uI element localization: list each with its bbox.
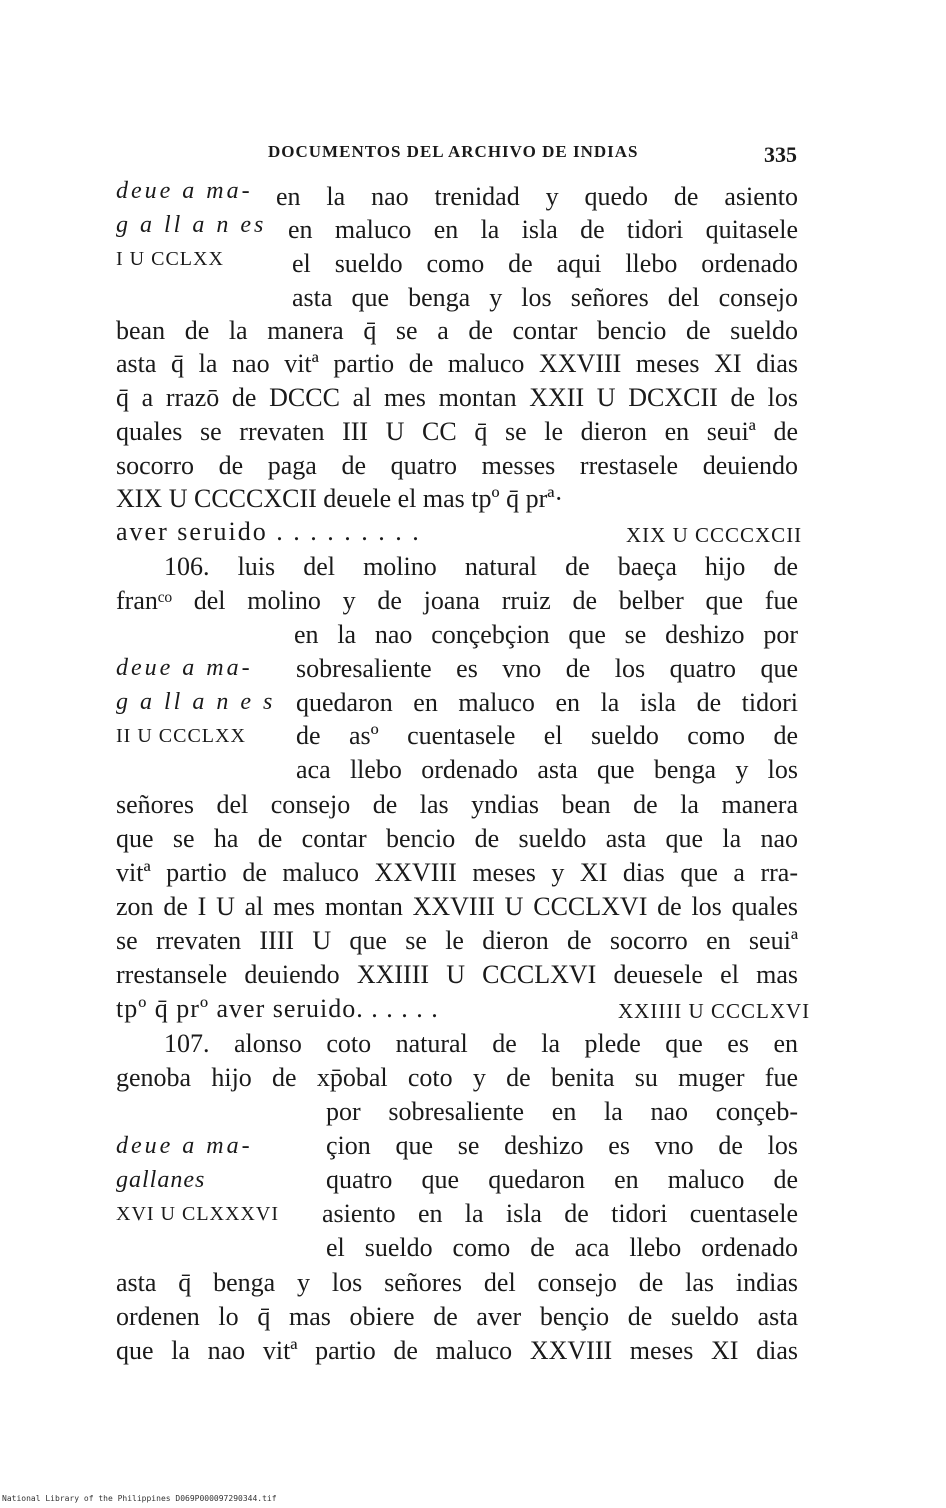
scan-footer: National Library of the Philippines D069P000097290344.tif	[2, 1494, 277, 1503]
text-line: en maluco en la isla de tidori quitasele	[288, 215, 798, 244]
margin-note: I U CCLXX	[116, 248, 224, 270]
running-header: DOCUMENTOS DEL ARCHIVO DE INDIAS	[268, 142, 639, 161]
margin-note: deue a ma-	[116, 655, 253, 681]
text-line: aver seruido . . . . . . . . .	[116, 517, 421, 546]
margin-note: XVI U CLXXXVI	[116, 1203, 279, 1225]
margin-note: deue a ma-	[116, 1133, 253, 1159]
text-line: vitª partio de maluco XXVIII meses y XI dias que a rra-	[116, 858, 798, 887]
text-line: que se ha de contar bencio de sueldo asta que la nao	[116, 824, 798, 853]
margin-note: deue a ma-	[116, 178, 253, 204]
text-line: asta q̄ la nao vitª partio de maluco XXVIII meses XI dias	[116, 349, 798, 378]
text-line: asiento en la isla de tidori cuentasele	[322, 1199, 798, 1228]
text-line: XIX U CCCCXCII deuele el mas tpº q̄ prª·	[116, 484, 564, 513]
margin-note: II U CCCLXX	[116, 725, 246, 747]
text-line: genoba hijo de xp̄obal coto y de benita su muger fue	[116, 1063, 798, 1092]
amount-total: XXIIII U CCCLXVI	[618, 999, 811, 1023]
text-line: por sobresaliente en la nao conçeb-	[326, 1097, 798, 1126]
text-line: tpº q̄ prº aver seruido. . . . . .	[116, 994, 439, 1023]
text-line: el sueldo como de aca llebo ordenado	[326, 1233, 798, 1262]
text-line: quedaron en maluco en la isla de tidori	[296, 688, 798, 717]
text-line: bean de la manera q̄ se a de contar bencio de sueldo	[116, 316, 798, 345]
entry-start: 106. luis del molino natural de baeça hijo de	[164, 552, 798, 581]
margin-note: g a ll a n e s	[116, 689, 276, 715]
text-line: sobresaliente es vno de los quatro que	[296, 654, 798, 683]
margin-note: gallanes	[116, 1167, 206, 1193]
text-line: asta que benga y los señores del consejo	[292, 283, 798, 312]
text-line: franᶜᵒ del molino y de joana rruiz de belber que fue	[116, 586, 798, 615]
text-line: asta q̄ benga y los señores del consejo de las indias	[116, 1268, 798, 1297]
text-line: socorro de paga de quatro messes rrestasele deuiendo	[116, 451, 798, 480]
page-number: 335	[764, 142, 797, 167]
text-line: ordenen lo q̄ mas obiere de aver bençio de sueldo asta	[116, 1302, 798, 1331]
text-line: que la nao vitª partio de maluco XXVIII meses XI dias	[116, 1336, 798, 1365]
text-line: señores del consejo de las yndias bean de la manera	[116, 790, 798, 819]
text-line: en la nao conçebçion que se deshizo por	[294, 620, 798, 649]
text-line: rrestansele deuiendo XXIIII U CCCLXVI deuesele el mas	[116, 960, 798, 989]
text-line: quales se rrevaten III U CC q̄ se le dieron en seuiª de	[116, 417, 798, 446]
amount-total: XIX U CCCCXCII	[626, 523, 803, 547]
text-line: zon de I U al mes montan XXVIII U CCCLXVI de los quales	[116, 892, 798, 921]
text-line: quatro que quedaron en maluco de	[326, 1165, 798, 1194]
text-line: q̄ a rrazō de DCCC al mes montan XXII U DCXCII de los	[116, 383, 798, 412]
text-line: çion que se deshizo es vno de los	[326, 1131, 798, 1160]
text-line: el sueldo como de aqui llebo ordenado	[292, 249, 798, 278]
margin-note: g a ll a n es	[116, 212, 267, 238]
text-line: de asº cuentasele el sueldo como de	[296, 721, 798, 750]
text-line: aca llebo ordenado asta que benga y los	[296, 755, 798, 784]
entry-start: 107. alonso coto natural de la plede que es en	[164, 1029, 798, 1058]
text-line: en la nao trenidad y quedo de asiento	[276, 182, 798, 211]
text-line: se rrevaten IIII U que se le dieron de socorro en seuiª	[116, 926, 798, 955]
